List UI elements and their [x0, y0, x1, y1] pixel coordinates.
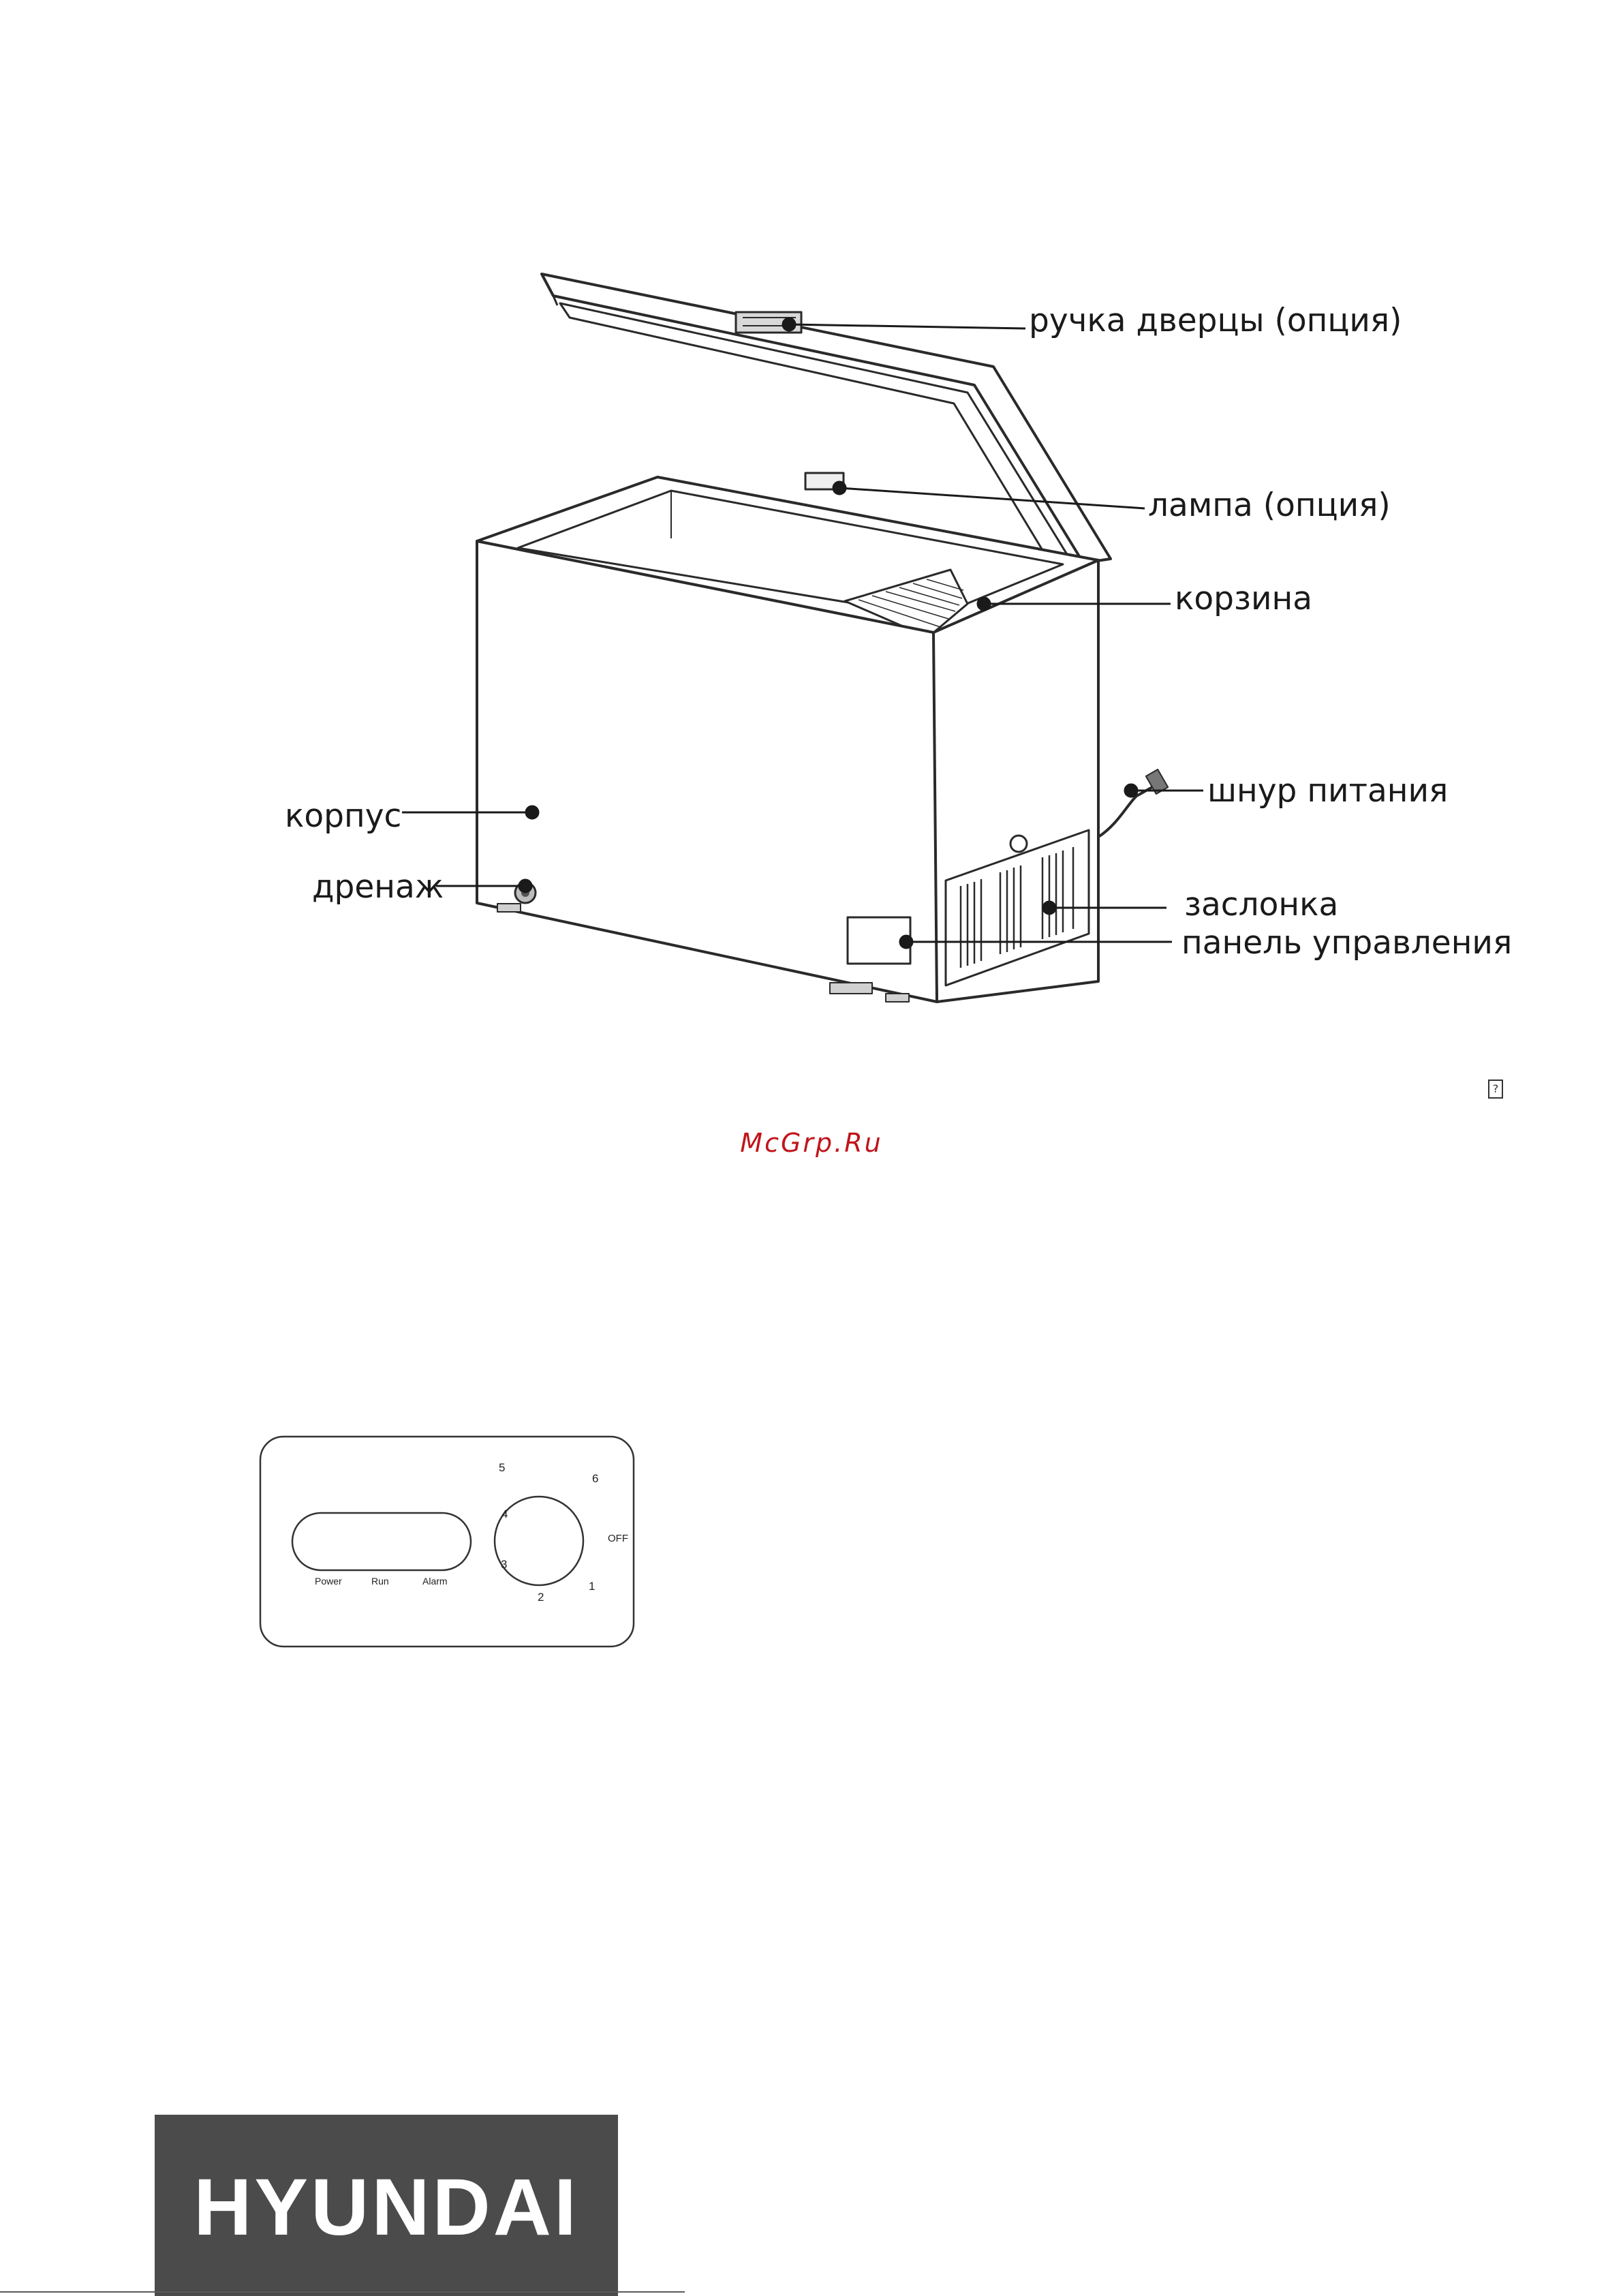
footer-rule [0, 2291, 685, 2293]
label-door-handle: ручка дверцы (опция) [1029, 302, 1402, 339]
watermark: McGrp.Ru [740, 1128, 883, 1158]
dial-mark-4: 4 [501, 1507, 508, 1520]
indicator-run: Run [371, 1576, 389, 1587]
display-window [292, 1513, 471, 1570]
indicator-power: Power [315, 1576, 342, 1587]
missing-glyph-box: ? [1488, 1080, 1503, 1099]
dial-mark-off: OFF [608, 1533, 628, 1544]
brand-logo [155, 2115, 618, 2296]
thermostat-dial [495, 1497, 583, 1585]
dial-mark-2: 2 [538, 1591, 544, 1604]
label-lamp: лампа (опция) [1148, 487, 1391, 524]
dial-mark-5: 5 [499, 1461, 506, 1474]
indicator-alarm: Alarm [422, 1576, 448, 1587]
dial-mark-3: 3 [501, 1558, 508, 1571]
dial-mark-1: 1 [589, 1580, 596, 1593]
label-basket: корзина [1175, 580, 1313, 617]
control-panel-outline [259, 1435, 635, 1648]
label-grille: заслонка [1184, 886, 1339, 923]
label-drain: дренаж [312, 868, 444, 906]
label-control-panel: панель управления [1181, 924, 1513, 962]
label-power-cord: шнур питания [1207, 772, 1449, 810]
brand-logo-text: HYUNDAI [194, 2162, 579, 2252]
freezer-illustration [477, 274, 1168, 1002]
label-body: корпус [285, 797, 402, 835]
control-panel-drawing [259, 1435, 635, 1648]
dial-mark-6: 6 [592, 1472, 599, 1485]
